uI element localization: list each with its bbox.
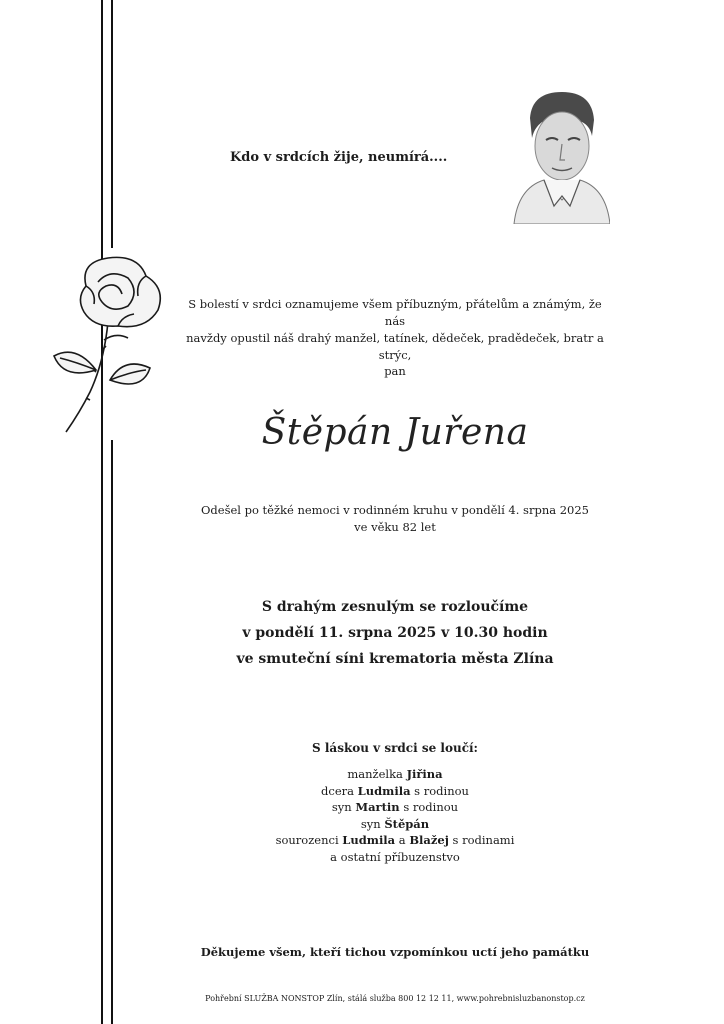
mourner-name: Martin bbox=[355, 800, 400, 814]
portrait-photo bbox=[512, 88, 610, 224]
footer: Pohřební SLUŽBA NONSTOP Zlín, stálá služba 800 12 12 11, www.pohrebnisluzbanonstop.cz bbox=[205, 994, 585, 1003]
mourner-name: Jiřina bbox=[406, 767, 443, 781]
mourner-row bbox=[180, 832, 610, 849]
announcement-intro bbox=[180, 296, 610, 364]
mourner-relation: manželka bbox=[347, 767, 407, 781]
ceremony-line: v pondělí 11. srpna 2025 v 10.30 hodin bbox=[242, 625, 548, 641]
left-border-line-inner-bottom bbox=[111, 440, 113, 1024]
intro-line: S bolestí v srdci oznamujeme všem příbuzným, přátelům a známým, že nás bbox=[188, 297, 602, 328]
mourner-relation: sourozenci bbox=[275, 833, 343, 847]
mourner-name: Blažej bbox=[409, 833, 449, 847]
mourner-relation: dcera bbox=[321, 783, 358, 798]
mourner-row bbox=[180, 799, 610, 816]
mourner-relation: a ostatní příbuzenstvo bbox=[330, 849, 460, 864]
ceremony-info bbox=[180, 594, 610, 672]
mourner-name: Štěpán bbox=[384, 816, 430, 831]
rose-illustration bbox=[46, 252, 176, 440]
mourner-conjunction: a bbox=[395, 833, 410, 847]
mourner-relation: syn bbox=[360, 816, 385, 831]
mourner-name: Ludmila bbox=[357, 783, 411, 798]
death-notice bbox=[180, 502, 610, 536]
mourner-row bbox=[180, 849, 610, 866]
motto: Kdo v srdcích žije, neumírá.... bbox=[230, 150, 448, 165]
mourners-title: S láskou v srdci se loučí: bbox=[312, 741, 478, 755]
left-border-line-outer bbox=[101, 0, 103, 1024]
mourners-list bbox=[180, 766, 610, 865]
mourner-row bbox=[180, 766, 610, 783]
death-line: ve věku 82 let bbox=[354, 520, 436, 534]
death-line: Odešel po těžké nemoci v rodinném kruhu v pondělí 4. srpna 2025 bbox=[200, 503, 590, 517]
ceremony-line: ve smuteční síni krematoria města Zlína bbox=[236, 651, 554, 667]
mourner-relation: syn bbox=[331, 800, 356, 814]
mourner-suffix: s rodinou bbox=[399, 800, 459, 814]
deceased-name: Štěpán Juřena bbox=[261, 412, 529, 453]
intro-line: navždy opustil náš drahý manžel, tatínek, dědeček, pradědeček, bratr a strýc, bbox=[186, 331, 604, 362]
mourner-suffix: s rodinami bbox=[448, 833, 515, 847]
title-word: pan bbox=[384, 364, 406, 378]
mourner-row bbox=[180, 816, 610, 833]
left-border-line-inner-top bbox=[111, 0, 113, 248]
thanks-line: Děkujeme všem, kteří tichou vzpomínkou uctí jeho památku bbox=[200, 945, 590, 959]
mourner-name: Ludmila bbox=[342, 833, 396, 847]
mourner-suffix: s rodinou bbox=[410, 783, 469, 798]
mourner-row bbox=[180, 783, 610, 800]
ceremony-line: S drahým zesnulým se rozloučíme bbox=[261, 599, 529, 615]
